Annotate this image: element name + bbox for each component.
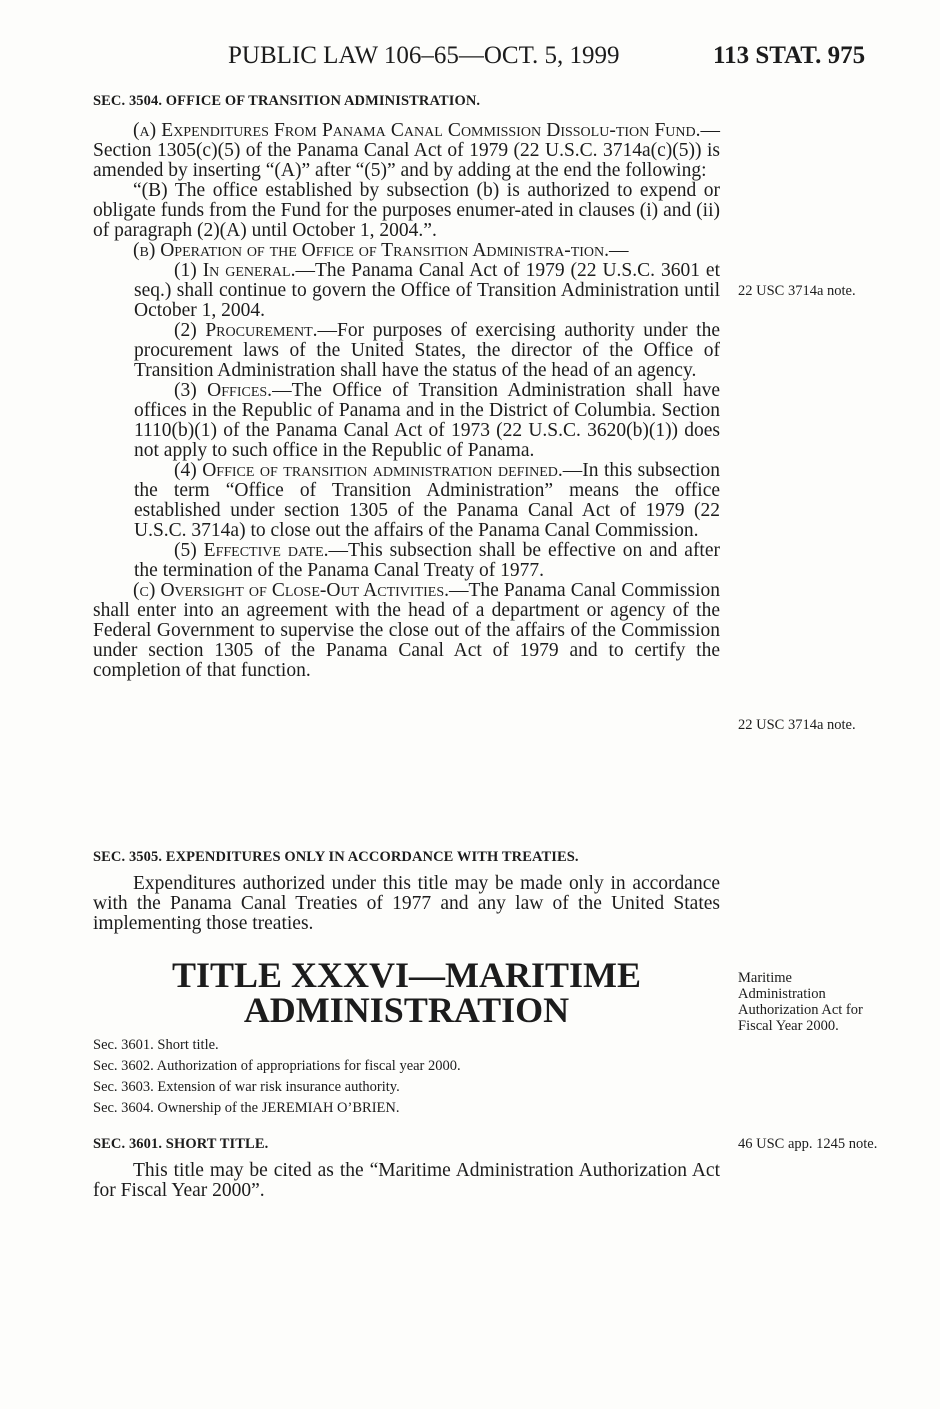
margin-note-4: 46 USC app. 1245 note. [738, 1136, 878, 1152]
table-of-contents [93, 1035, 461, 1119]
section-3504-heading: SEC. 3504. OFFICE OF TRANSITION ADMINISTRATION. [93, 93, 481, 109]
title-xxxvi-line2: ADMINISTRATION [243, 990, 570, 1030]
section-3505-heading: SEC. 3505. EXPENDITURES ONLY IN ACCORDANCE WITH TREATIES. [93, 849, 579, 865]
page-header [0, 42, 940, 74]
toc-item-3602: Sec. 3602. Authorization of appropriations for fiscal year 2000. [93, 1058, 461, 1074]
subsection-b-label: (b) Operation of the Office of Transition Administra-tion. [133, 240, 610, 261]
paragraph-b3 [134, 381, 720, 461]
toc-item-3603: Sec. 3603. Extension of war risk insurance authority. [93, 1079, 400, 1095]
paragraph-b5-label: (5) Effective date. [174, 540, 329, 561]
section-3505-body [93, 874, 720, 934]
subsection-a-text: —Section 1305(c)(5) of the Panama Canal Act of 1979 (22 U.S.C. 3714a(c)(5)) is amended by inserting “(A)” after “(5)” and by adding at the end the following: [93, 120, 720, 181]
subsection-b-dash: — [609, 240, 629, 261]
header-law-citation: PUBLIC LAW 106–65—OCT. 5, 1999 [228, 42, 620, 69]
paragraph-b4-label: (4) Office of transition administration defined. [174, 460, 563, 481]
subsection-c [93, 581, 720, 681]
subsection-a-label: (a) Expenditures From Panama Canal Commission Dissolu-tion Fund. [133, 120, 701, 141]
title-xxxvi-line1: TITLE XXXVI—MARITIME [171, 955, 642, 995]
section-3601-heading: SEC. 3601. SHORT TITLE. [93, 1136, 269, 1152]
subsection-c-label: (c) Oversight of Close-Out Activities. [133, 580, 449, 601]
paragraph-b4-text: —In this subsection the term “Office of Transition Administration” means the office established under section 1305 of the Panama Canal Act of 1979 (22 U.S.C. 3714a) to close out the affairs of the Panama Canal Commission. [134, 460, 720, 541]
paragraph-b5-text: —This subsection shall be effective on and after the termination of the Panama Canal Treaty of 1977. [134, 540, 721, 581]
paragraph-b2 [134, 321, 720, 381]
paragraph-b4 [134, 461, 720, 541]
subsection-c-text: —The Panama Canal Commission shall enter into an agreement with the head of a department or agency of the Federal Government to supervise the close out of the affairs of the Commission under section 1305 of the Panama Canal Act of 1979 and to certify the completion of that function. [93, 580, 720, 681]
toc-item-3601: Sec. 3601. Short title. [93, 1037, 219, 1053]
paragraph-b3-text: —The Office of Transition Administration shall have offices in the Republic of Panama and in the District of Columbia. Section 1110(b)(1) of the Panama Canal Act of 1973 (22 U.S.C. 3620(b)(1)) does not apply to such office in the Republic of Panama. [134, 380, 720, 461]
section-3505-text: Expenditures authorized under this title may be made only in accordance with the Panama Canal Treaties of 1977 and any law of the United States implementing those treaties. [93, 873, 720, 934]
paragraph-b1-text: —The Panama Canal Act of 1979 (22 U.S.C. 3601 et seq.) shall continue to govern the Office of Transition Administration until October 1, 2004. [134, 260, 720, 321]
paragraph-b2-label: (2) Procurement. [174, 320, 318, 341]
margin-note-3: Maritime Administration Authorization Act for Fiscal Year 2000. [738, 970, 863, 1034]
section-3601-body [93, 1161, 720, 1201]
paragraph-b1-label: (1) In general. [174, 260, 296, 281]
toc-item-3604: Sec. 3604. Ownership of the JEREMIAH O’BRIEN. [93, 1100, 400, 1116]
paragraph-b3-label: (3) Offices. [174, 380, 273, 401]
paragraph-b2-text: —For purposes of exercising authority under the procurement laws of the United States, the director of the Office of Transition Administration shall have the status of the head of an agency. [134, 320, 721, 381]
header-stat-page: 113 STAT. 975 [713, 42, 866, 69]
paragraph-b1 [134, 261, 720, 321]
subsection-a-quote: “(B) The office established by subsection (b) is authorized to expend or obligate funds from the Fund for the purposes enumer-ated in clauses (i) and (ii) of paragraph (2)(A) until October 1, 2004.”. [93, 180, 720, 241]
section-3504-body [93, 121, 720, 681]
margin-note-1: 22 USC 3714a note. [738, 283, 856, 299]
margin-note-2: 22 USC 3714a note. [738, 717, 856, 733]
subsection-b [93, 241, 720, 261]
subsection-a [93, 121, 720, 181]
section-3601-text: This title may be cited as the “Maritime Administration Authorization Act for Fiscal Year 2000”. [93, 1160, 720, 1201]
paragraph-b5 [134, 541, 720, 581]
